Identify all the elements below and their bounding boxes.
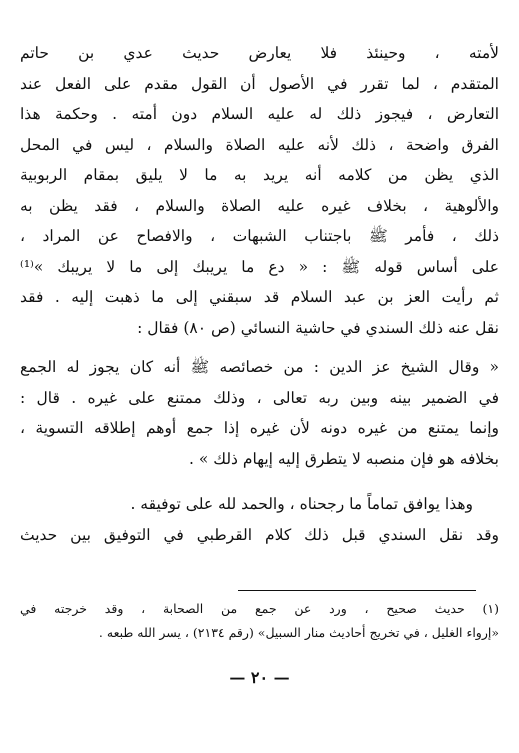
text-line: المتقدم ، لما تقرر في الأصول أن القول مقدم على الفعل عند bbox=[20, 74, 499, 93]
text-line: على أساس قوله ﷺ : « دع ما يريبك إلى ما لا يريبك »⁽¹⁾ bbox=[20, 257, 499, 276]
paragraph-conclusion bbox=[20, 489, 499, 550]
footnote bbox=[20, 597, 499, 645]
page-body bbox=[20, 38, 499, 550]
paragraph-main bbox=[20, 38, 499, 343]
quotation-block bbox=[20, 352, 499, 474]
quote-line: بخلافه هو فإن منصبه لا يتطرق إليه إيهام ذلك » . bbox=[189, 449, 499, 468]
quote-line: « وقال الشيخ عز الدين : من خصائصه ﷺ أنه كان يجوز له الجمع bbox=[20, 358, 499, 376]
text-line: وهذا يوافق تماماً ما رجحناه ، والحمد لله على توفيقه . bbox=[130, 495, 473, 513]
text-line: الذي يظن من كلامه أنه يريد به ما لا يليق بمقام الربوبية bbox=[20, 166, 499, 184]
text-line: الفرق واضحة ، ذلك لأنه عليه الصلاة والسلام ، ليس في المحل bbox=[20, 135, 499, 154]
footnote-line: «إرواء الغليل ، في تخريج أحاديث منار السبيل» (رقم ٢١٣٤) ، يسر الله طبعه . bbox=[98, 625, 499, 640]
page-number: — ٢٠ — bbox=[229, 668, 290, 687]
text-line: ثم رأيت العز بن عبد السلام قد سبقني إلى ما ذهبت إليه . فقد bbox=[20, 288, 499, 306]
quote-line: وإنما يمتنع من غيره دونه لأن غيره إذا جمع أوهم إطلاقه التسوية ، bbox=[20, 419, 499, 437]
quote-line: في الضمير بينه وبين ربه تعالى ، وذلك ممتنع على غيره . قال : bbox=[20, 388, 499, 407]
text-line: نقل عنه ذلك السندي في حاشية النسائي (ص ٨٠) فقال : bbox=[137, 318, 499, 337]
text-line: التعارض ، فيجوز ذلك له عليه السلام دون أمته . وحكمة هذا bbox=[20, 105, 499, 123]
footnote-divider bbox=[238, 590, 476, 591]
text-line: ذلك ، فأمر ﷺ باجتناب الشبهات ، والافصاح عن المراد ، bbox=[20, 227, 499, 245]
text-line: والألوهية ، بخلاف غيره عليه الصلاة والسلام ، فقد يظن به bbox=[20, 196, 499, 215]
footnote-line: (١) حديث صحيح ، ورد عن جمع من الصحابة ، وقد خرجته في bbox=[20, 601, 499, 616]
text-line: وقد نقل السندي قبل ذلك كلام القرطبي في التوفيق بين حديث bbox=[20, 525, 499, 544]
text-line: لأمته ، وحينئذ فلا يعارض حديث عدي بن حاتم bbox=[20, 44, 499, 62]
